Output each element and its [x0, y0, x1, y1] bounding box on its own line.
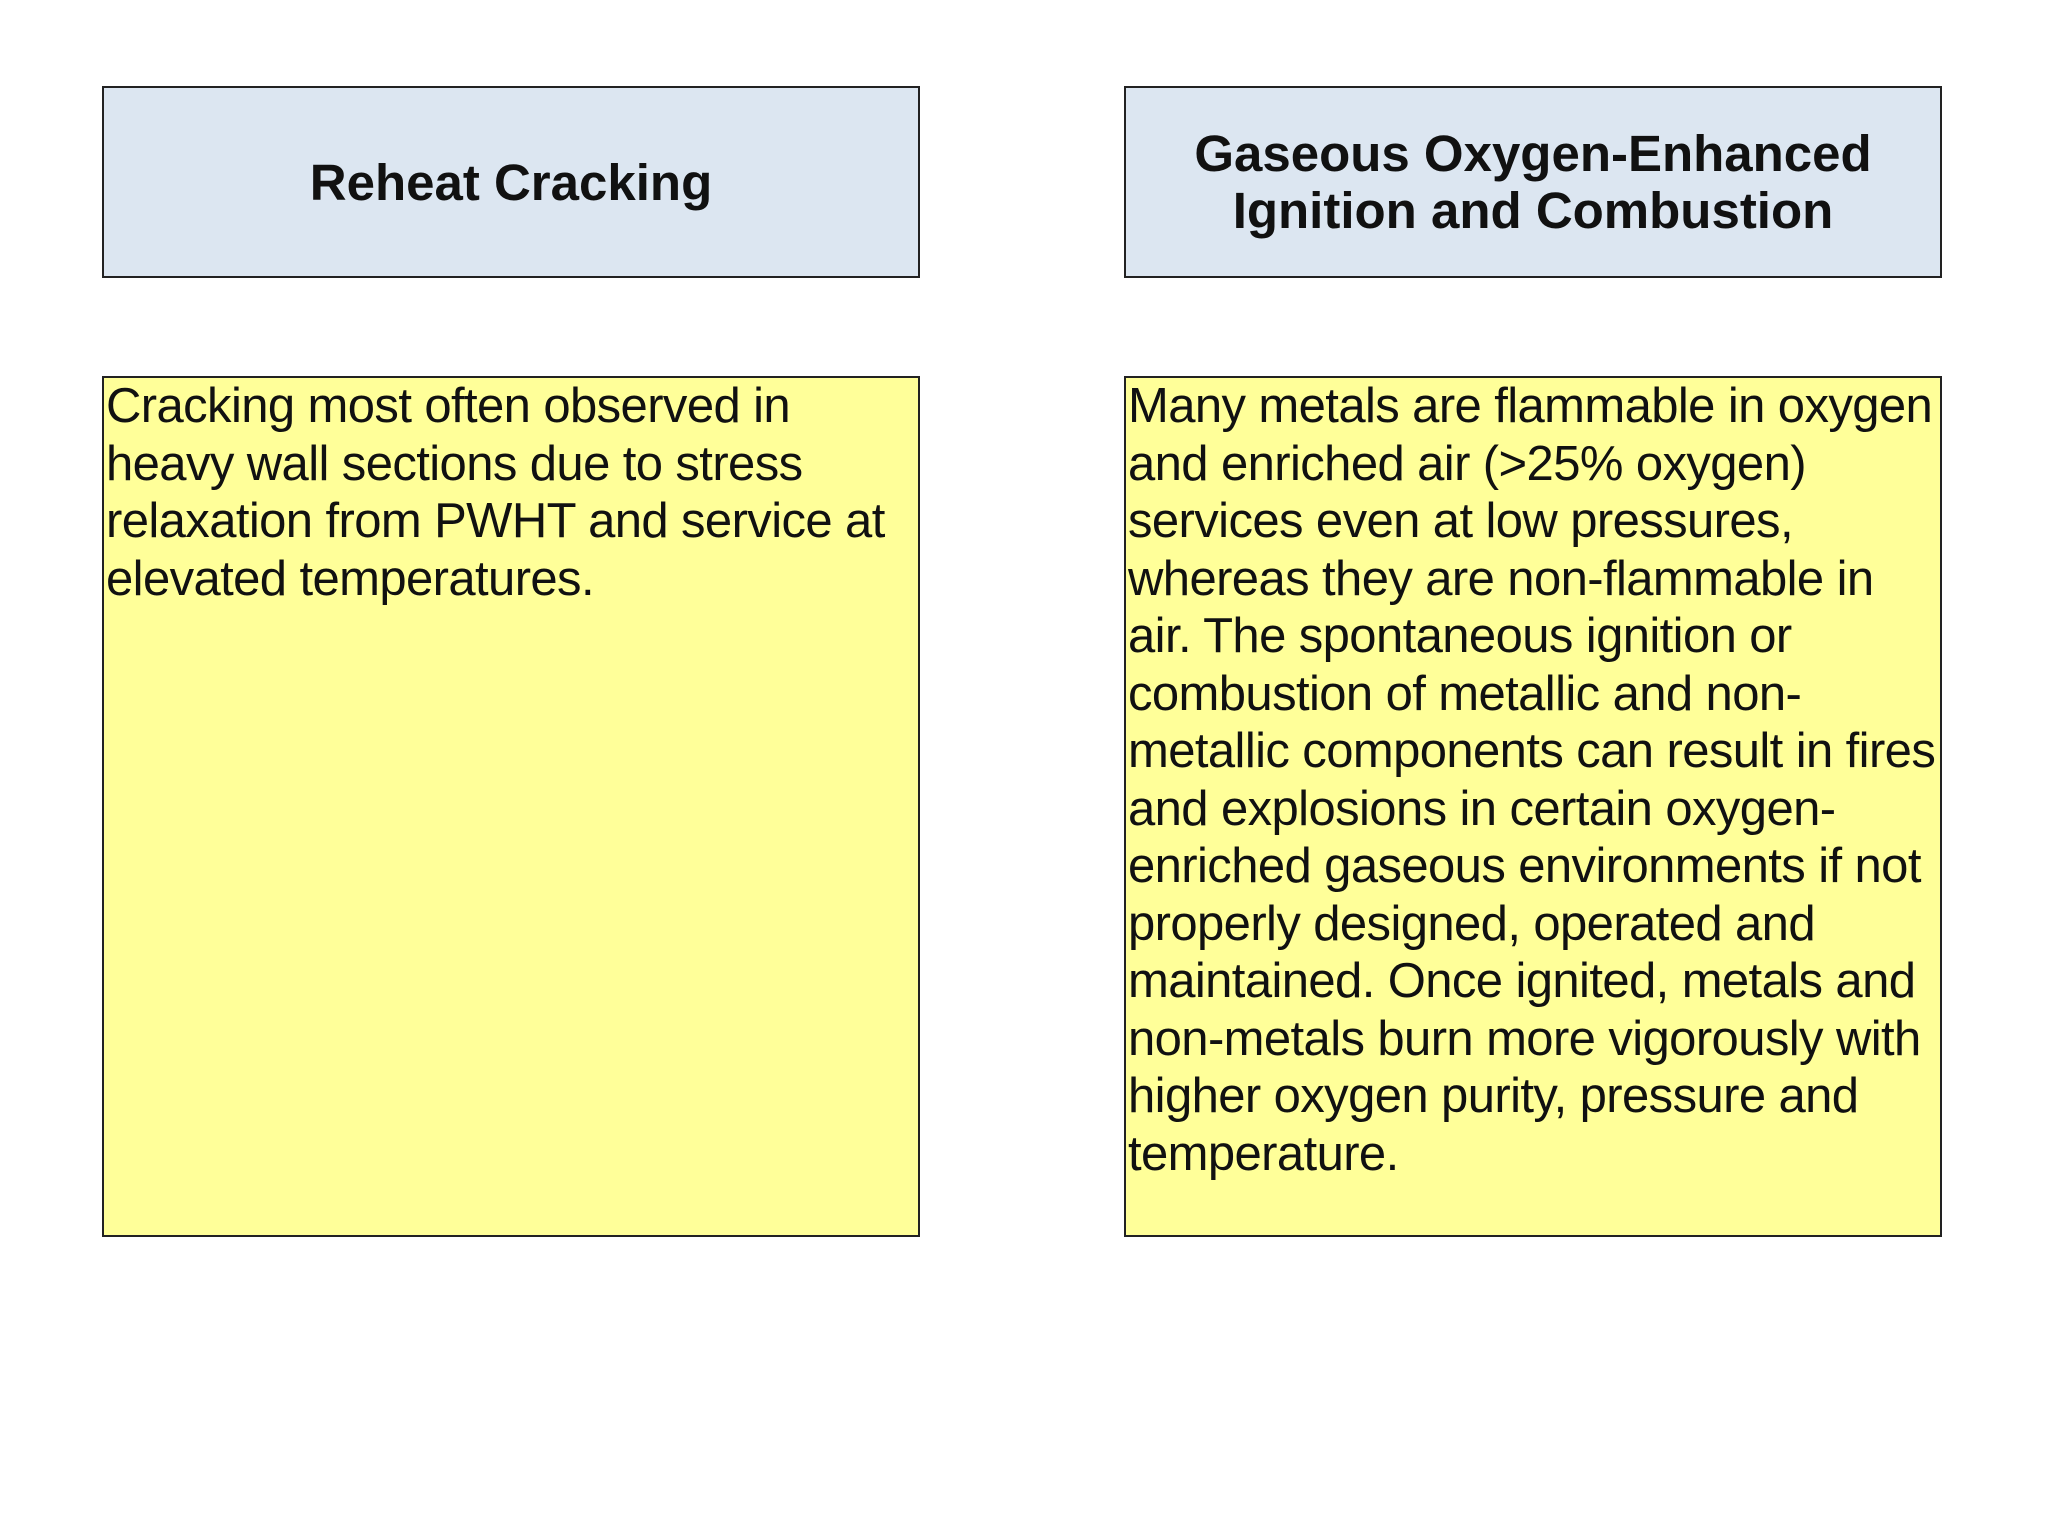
- reheat-cracking-header: [102, 86, 920, 278]
- oxygen-ignition-title: Gaseous Oxygen-Enhanced Ignition and Combustion: [1194, 125, 1872, 239]
- reheat-cracking-title: Reheat Cracking: [309, 153, 713, 211]
- reheat-cracking-description: Cracking most often observed in heavy wall sections due to stress relaxation from PWHT and service at elevated temperatures.: [106, 379, 885, 606]
- oxygen-ignition-description: Many metals are flammable in oxygen and enriched air (>25% oxygen) services even at low pressures, whereas they are non-flammable in air. The spontaneous ignition or combustion of metallic and non-metallic components can result in fires and explosions in certain oxygen-enriched gaseous environments if not properly designed, operated and maintained. Once ignited, metals and non-metals burn more vigorously with higher oxygen purity, pressure and temperature.: [1128, 379, 1936, 1181]
- reheat-cracking-description-box: [102, 376, 920, 1237]
- oxygen-ignition-header: [1124, 86, 1942, 278]
- oxygen-ignition-description-box: [1124, 376, 1942, 1237]
